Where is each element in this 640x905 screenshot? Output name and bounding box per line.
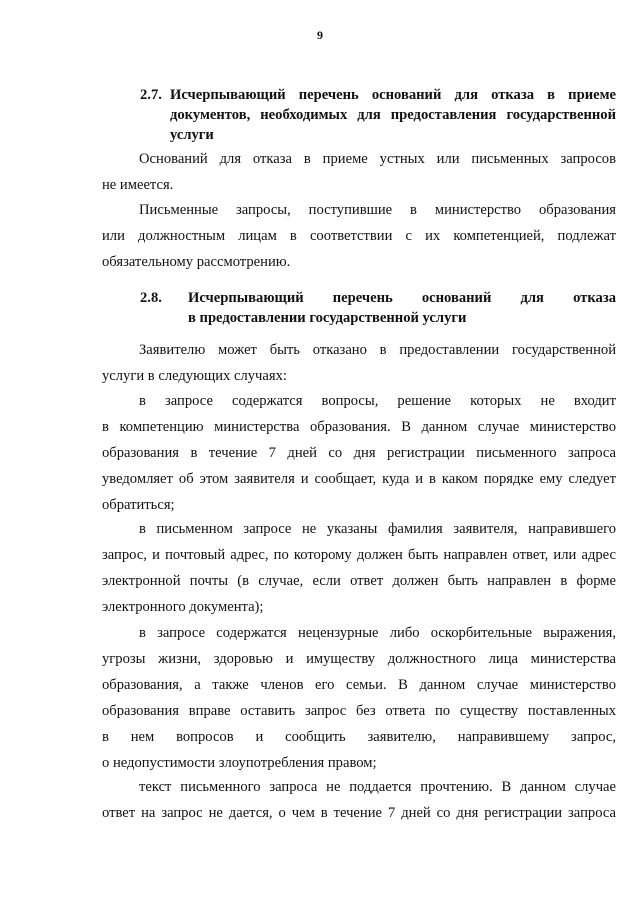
section-2-8-paragraph <box>102 774 616 826</box>
paragraph-line: образования в течение 7 дней со дня регистрации письменного запроса <box>102 445 616 461</box>
section-2-8-title-line: в предоставлении государственной услуги <box>188 310 467 326</box>
section-2-8-paragraph <box>102 620 616 776</box>
paragraph-line: обратиться; <box>102 497 175 513</box>
section-2-7-title-line: услуги <box>170 127 214 143</box>
paragraph-line: в запросе содержатся нецензурные либо оскорбительные выражения, <box>139 625 616 641</box>
paragraph-line: Оснований для отказа в приеме устных или письменных запросов <box>139 151 616 167</box>
section-2-8-title <box>188 288 616 328</box>
paragraph-line: текст письменного запроса не поддается прочтению. В данном случае <box>139 779 616 795</box>
section-2-7-number: 2.7. <box>140 87 162 103</box>
paragraph-line: о недопустимости злоупотребления правом; <box>102 755 377 771</box>
paragraph-line: в компетенцию министерства образования. В данном случае министерство <box>102 419 616 435</box>
section-2-7-paragraph <box>102 146 616 198</box>
paragraph-line: обязательному рассмотрению. <box>102 254 291 270</box>
section-2-8-heading <box>140 288 616 328</box>
paragraph-line: услуги в следующих случаях: <box>102 368 287 384</box>
paragraph-line: или должностным лицам в соответствии с их компетенцией, подлежат <box>102 228 616 244</box>
section-2-7-title <box>170 85 616 145</box>
page-number: 9 <box>317 28 323 42</box>
section-2-7-title-line: Исчерпывающий перечень оснований для отказа в приеме <box>170 87 616 103</box>
paragraph-line: в нем вопросов и сообщить заявителю, направившему запрос, <box>102 729 616 745</box>
paragraph-line: угрозы жизни, здоровью и имуществу должностного лица министерства <box>102 651 616 667</box>
paragraph-line: Заявителю может быть отказано в предоставлении государственной <box>139 342 616 358</box>
section-2-8-paragraph <box>102 516 616 620</box>
section-2-8-paragraph <box>102 388 616 518</box>
paragraph-line: запрос, и почтовый адрес, по которому должен быть направлен ответ, или адрес <box>102 547 616 563</box>
paragraph-line: в письменном запросе не указаны фамилия заявителя, направившего <box>139 521 616 537</box>
paragraph-line: уведомляет об этом заявителя и сообщает, куда и в каком порядке ему следует <box>102 471 616 487</box>
section-2-7-paragraph <box>102 197 616 275</box>
paragraph-line: ответ на запрос не дается, о чем в течение 7 дней со дня регистрации запроса <box>102 805 616 821</box>
section-2-8-paragraph <box>102 337 616 389</box>
paragraph-line: электронной почты (в случае, если ответ должен быть направлен в форме <box>102 573 616 589</box>
paragraph-line: образования вправе оставить запрос без ответа по существу поставленных <box>102 703 616 719</box>
paragraph-line: электронного документа); <box>102 599 264 615</box>
paragraph-line: не имеется. <box>102 177 174 193</box>
section-2-8-number: 2.8. <box>140 290 162 306</box>
section-2-8-title-line: Исчерпывающий перечень оснований для отказа <box>188 290 616 306</box>
section-2-7-title-line: документов, необходимых для предоставления государственной <box>170 107 616 123</box>
paragraph-line: Письменные запросы, поступившие в министерство образования <box>139 202 616 218</box>
paragraph-line: в запросе содержатся вопросы, решение которых не входит <box>139 393 616 409</box>
paragraph-line: образования, а также членов его семьи. В данном случае министерство <box>102 677 616 693</box>
section-2-7-heading <box>140 85 616 145</box>
